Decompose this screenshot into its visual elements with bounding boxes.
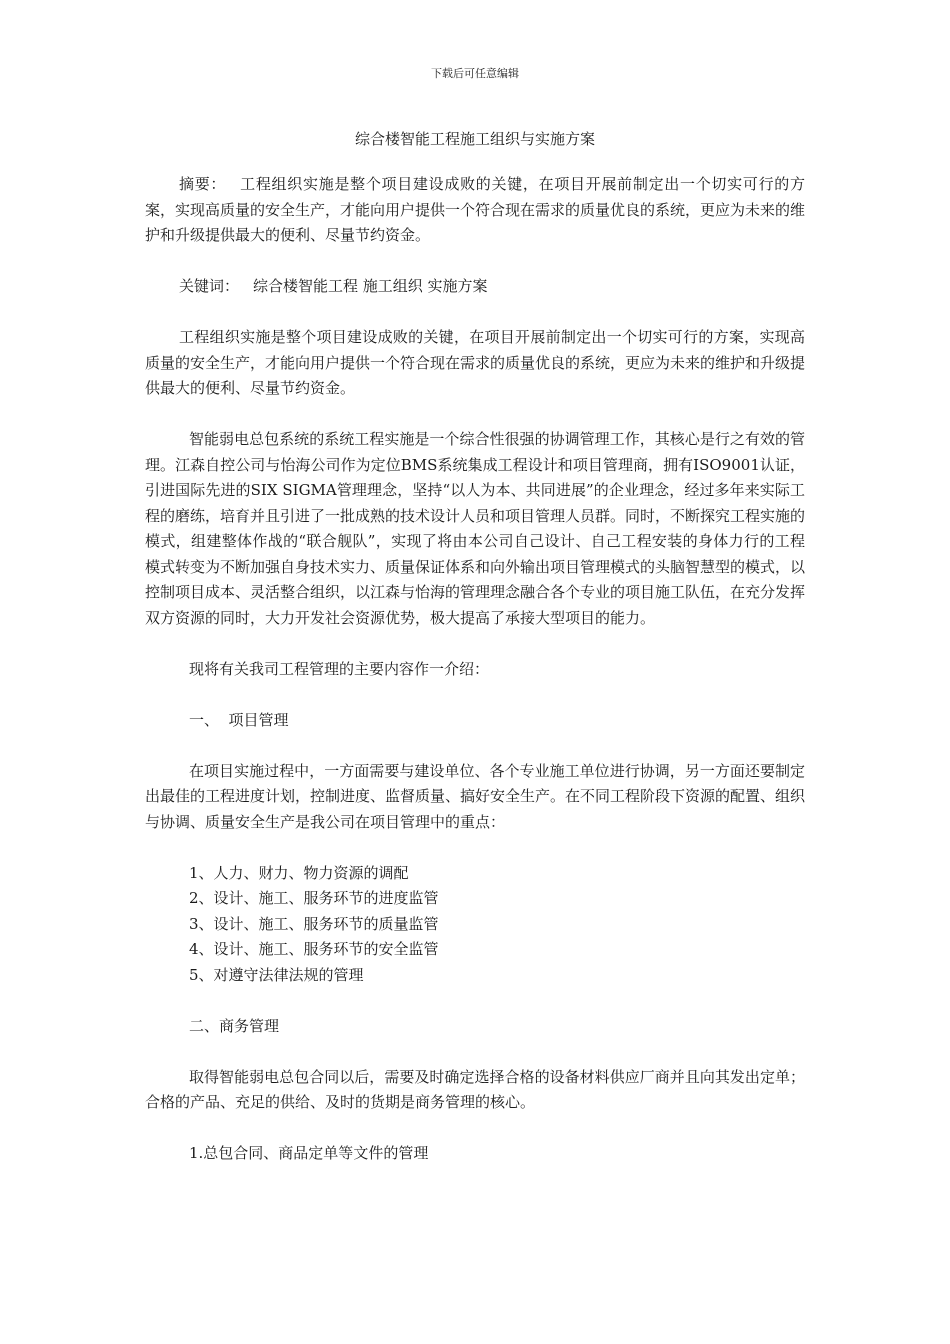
management-focus-list — [145, 861, 805, 989]
keywords-text: 综合楼智能工程 施工组织 实施方案 — [253, 277, 488, 295]
spacer — [145, 631, 805, 657]
keywords-paragraph — [145, 274, 805, 300]
document-body — [145, 172, 805, 1167]
header-note: 下载后可任意编辑 — [431, 67, 519, 80]
spacer — [145, 682, 805, 708]
section-1-paragraph: 在项目实施过程中，一方面需要与建设单位、各个专业施工单位进行协调，另一方面还要制定出最佳的工程进度计划，控制进度、监督质量、搞好安全生产。在不同工程阶段下资源的配置、组织与协调、质量安全生产是我公司在项目管理中的重点： — [145, 761, 806, 831]
list-item: 5、对遵守法律法规的管理 — [189, 965, 364, 984]
list-item: 1、人力、财力、物力资源的调配 — [189, 863, 409, 882]
body-paragraph-2: 智能弱电总包系统的系统工程实施是一个综合性很强的协调管理工作，其核心是行之有效的管理。江森自控公司与怡海公司作为定位BMS系统集成工程设计和项目管理商，拥有ISO9001认证，引进国际先进的SIX SIGMA管理理念，坚持“以人为本、共同进展”的企业理念，经过多年来实际工程的磨练，培育并且引进了一批成熟的技术设计人员和项目管理人员群。同时，不断探究工程实施的模式，组建整体作战的“联合舰队”，实现了将由本公司自己设计、自己工程安装的身体力行的工程模式转变为不断加强自身技术实力、质量保证体系和向外输出项目管理模式的头脑智慧型的模式，以控制项目成本、灵活整合组织，以江森与怡海的管理理念融合各个专业的项目施工队伍，在充分发挥双方资源的同时，大力开发社会资源优势，极大提高了承接大型项目的能力。 — [145, 430, 806, 627]
list-item: 2、设计、施工、服务环节的进度监管 — [189, 889, 439, 907]
spacer — [145, 835, 805, 861]
keywords-label: 关键词： — [179, 277, 240, 295]
intro-line: 现将有关我司工程管理的主要内容作一介绍： — [189, 659, 490, 678]
spacer — [145, 1116, 805, 1142]
spacer — [145, 988, 805, 1014]
spacer — [145, 402, 805, 428]
abstract-text: 工程组织实施是整个项目建设成败的关键，在项目开展前制定出一个切实可行的方案，实现高质量的安全生产，才能向用户提供一个符合现在需求的质量优良的系统，更应为未来的维护和升级提供最大的便利、尽量节约资金。 — [145, 175, 806, 244]
subsection-heading-contract-management: 1.总包合同、商品定单等文件的管理 — [189, 1144, 429, 1162]
spacer — [145, 1039, 805, 1065]
section-heading-project-management: 一、 项目管理 — [189, 710, 289, 729]
spacer — [145, 300, 805, 326]
spacer — [145, 249, 805, 275]
section-2-paragraph: 取得智能弱电总包合同以后，需要及时确定选择合格的设备材料供应厂商并且向其发出定单；合格的产品、充足的供给、及时的货期是商务管理的核心。 — [145, 1067, 805, 1111]
body-paragraph-1: 工程组织实施是整个项目建设成败的关键，在项目开展前制定出一个切实可行的方案，实现高质量的安全生产，才能向用户提供一个符合现在需求的质量优良的系统，更应为未来的维护和升级提供最大的便利、尽量节约资金。 — [145, 328, 806, 397]
document-title: 综合楼智能工程施工组织与实施方案 — [354, 130, 595, 148]
abstract-label: 摘要： — [179, 175, 227, 193]
abstract-paragraph — [145, 172, 805, 249]
list-item: 3、设计、施工、服务环节的质量监管 — [189, 914, 439, 933]
list-item: 4、设计、施工、服务环节的安全监管 — [189, 940, 439, 958]
section-heading-business-management: 二、商务管理 — [189, 1016, 280, 1035]
spacer — [145, 733, 805, 759]
